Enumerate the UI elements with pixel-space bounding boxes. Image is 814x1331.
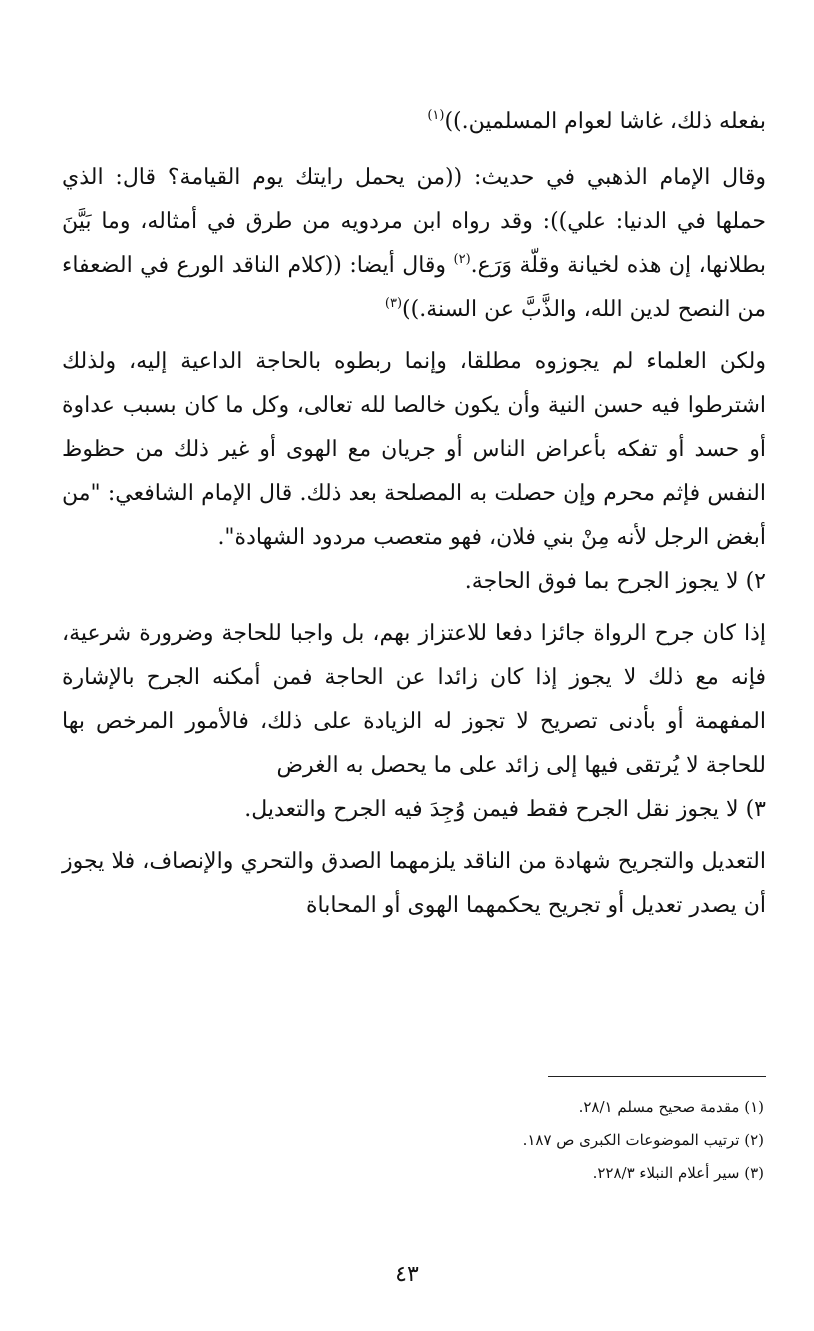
footnote-3: (٣) سير أعلام النبلاء ٢٢٨/٣. [592, 1164, 764, 1182]
paragraph-conditions: ولكن العلماء لم يجوزوه مطلقا، وإنما ربطوه بالحاجة الداعية إليه، ولذلك اشترطوا فيه حسن النية وأن يكون خالصا لله تعالى، وكل ما كان بسبب عداوة أو حسد أو تفكه بأعراض الناس أو جريان مع الهوى أو غير ذلك من حظوظ النفس فإثم محرم وإن حصلت به المصلحة بعد ذلك. قال الإمام الشافعي: "من أبغض الرجل لأنه مِنْ بني فلان، فهو متعصب مردود الشهادة". [62, 349, 766, 550]
footnotes [64, 1096, 764, 1195]
page-body [62, 100, 766, 928]
footnote-ref-2: (٢) [453, 252, 471, 267]
footnote-ref-3: (٣) [384, 296, 403, 311]
paragraph-continuation [62, 100, 766, 144]
footnote-2: (٢) ترتيب الموضوعات الكبرى ص ١٨٧. [522, 1131, 764, 1149]
paragraph-dhahabi-quote [62, 156, 766, 332]
footnote-divider [548, 1076, 766, 1077]
heading-rule-3: ٣) لا يجوز نقل الجرح فقط فيمن وُجِدَ فيه الجرح والتعديل. [244, 797, 766, 822]
heading-rule-2: ٢) لا يجوز الجرح بما فوق الحاجة. [464, 569, 766, 594]
paragraph-text: وقال الإمام الذهبي في حديث: ((من يحمل رايتك يوم القيامة؟ قال: الذي حملها في الدنيا: علي)): وقد رواه ابن مردويه من طرق في أمثاله، وما بَيَّنَ بطلانها، إن هذه لخيانة وقلّة وَرَع. [62, 165, 766, 278]
paragraph-rule-2: إذا كان جرح الرواة جائزا دفعا للاعتزاز بهم، بل واجبا للحاجة وضرورة شرعية، فإنه مع ذلك لا يجوز إذا كان زائدا عن الحاجة فمن أمكنه الجرح بالإشارة المفهمة أو بأدنى تصريح لا تجوز له الزيادة على ذلك، فالأمور المرخص بها للحاجة لا يُرتقى فيها إلى زائد على ما يحصل به الغرض [62, 621, 766, 778]
paragraph-text: وقال أيضا: ((كلام الناقد الورع في الضعفاء من النصح لدين الله، والذَّبَّ عن السنة.)) [62, 253, 766, 322]
footnote-ref-1: (١) [427, 108, 445, 123]
page-number: ٤٣ [395, 1262, 419, 1287]
paragraph-rule-3: التعديل والتجريح شهادة من الناقد يلزمهما الصدق والتحري والإنصاف، فلا يجوز أن يصدر تعديل أو تجريح يحكمهما الهوى أو المحاباة [62, 849, 766, 918]
paragraph-text: بفعله ذلك، غاشا لعوام المسلمين.)) [444, 109, 766, 134]
footnote-1: (١) مقدمة صحيح مسلم ٢٨/١. [578, 1098, 764, 1116]
